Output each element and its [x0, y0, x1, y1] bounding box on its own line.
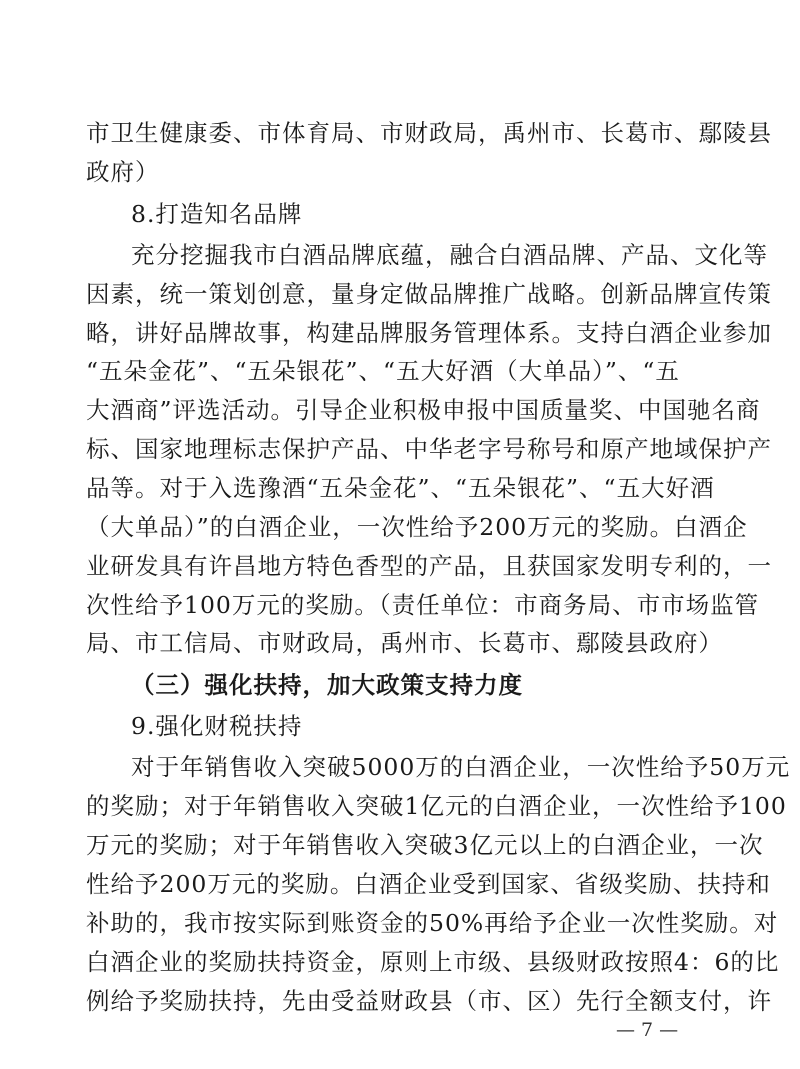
section-heading: 9.强化财税扶持 [131, 712, 303, 740]
paragraph-line: 性给予200万元的奖励。白酒企业受到国家、省级奖励、扶持和 [86, 870, 771, 898]
chapter-heading: （三）强化扶持，加大政策支持力度 [131, 671, 523, 699]
paragraph-line: 充分挖掘我市白酒品牌底蕴，融合白酒品牌、产品、文化等 [131, 241, 768, 269]
paragraph-line: 局、市工信局、市财政局，禹州市、长葛市、鄢陵县政府） [86, 629, 723, 657]
paragraph-line: 白酒企业的奖励扶持资金，原则上市级、县级财政按照4：6的比 [86, 948, 780, 976]
paragraph-line: 大酒商”评选活动。引导企业积极申报中国质量奖、中国驰名商 [86, 396, 761, 424]
paragraph-line: 补助的，我市按实际到账资金的50%再给予企业一次性奖励。对 [86, 909, 779, 937]
paragraph-line: 品等。对于入选豫酒“五朵金花”、“五朵银花”、“五大好酒 [86, 474, 715, 502]
paragraph-line: 万元的奖励；对于年销售收入突破3亿元以上的白酒企业，一次 [86, 831, 764, 859]
section-heading: 8.打造知名品牌 [131, 200, 303, 228]
page-number: — 7 — [616, 1019, 679, 1041]
paragraph-line: 政府） [86, 158, 160, 186]
paragraph-line: 对于年销售收入突破5000万的白酒企业，一次性给予50万元 [131, 753, 791, 781]
paragraph-line: 因素，统一策划创意，量身定做品牌推广战略。创新品牌宣传策 [86, 280, 772, 308]
paragraph-line: 略，讲好品牌故事，构建品牌服务管理体系。支持白酒企业参加 [86, 319, 772, 347]
paragraph-line: 的奖励；对于年销售收入突破1亿元的白酒企业，一次性给予100 [86, 792, 787, 820]
paragraph-line: 次性给予100万元的奖励。（责任单位：市商务局、市市场监管 [86, 591, 760, 619]
paragraph-line: 业研发具有许昌地方特色香型的产品，且获国家发明专利的，一 [86, 552, 772, 580]
paragraph-line: 例给予奖励扶持，先由受益财政县（市、区）先行全额支付，许 [86, 987, 772, 1015]
paragraph-line: “五朵金花”、“五朵银花”、“五大好酒（大单品）”、“五 [86, 357, 680, 385]
paragraph-line: 标、国家地理标志保护产品、中华老字号称号和原产地域保护产 [86, 435, 772, 463]
paragraph-line: （大单品）”的白酒企业，一次性给予200万元的奖励。白酒企 [86, 513, 748, 541]
paragraph-line: 市卫生健康委、市体育局、市财政局，禹州市、长葛市、鄢陵县 [86, 119, 772, 147]
